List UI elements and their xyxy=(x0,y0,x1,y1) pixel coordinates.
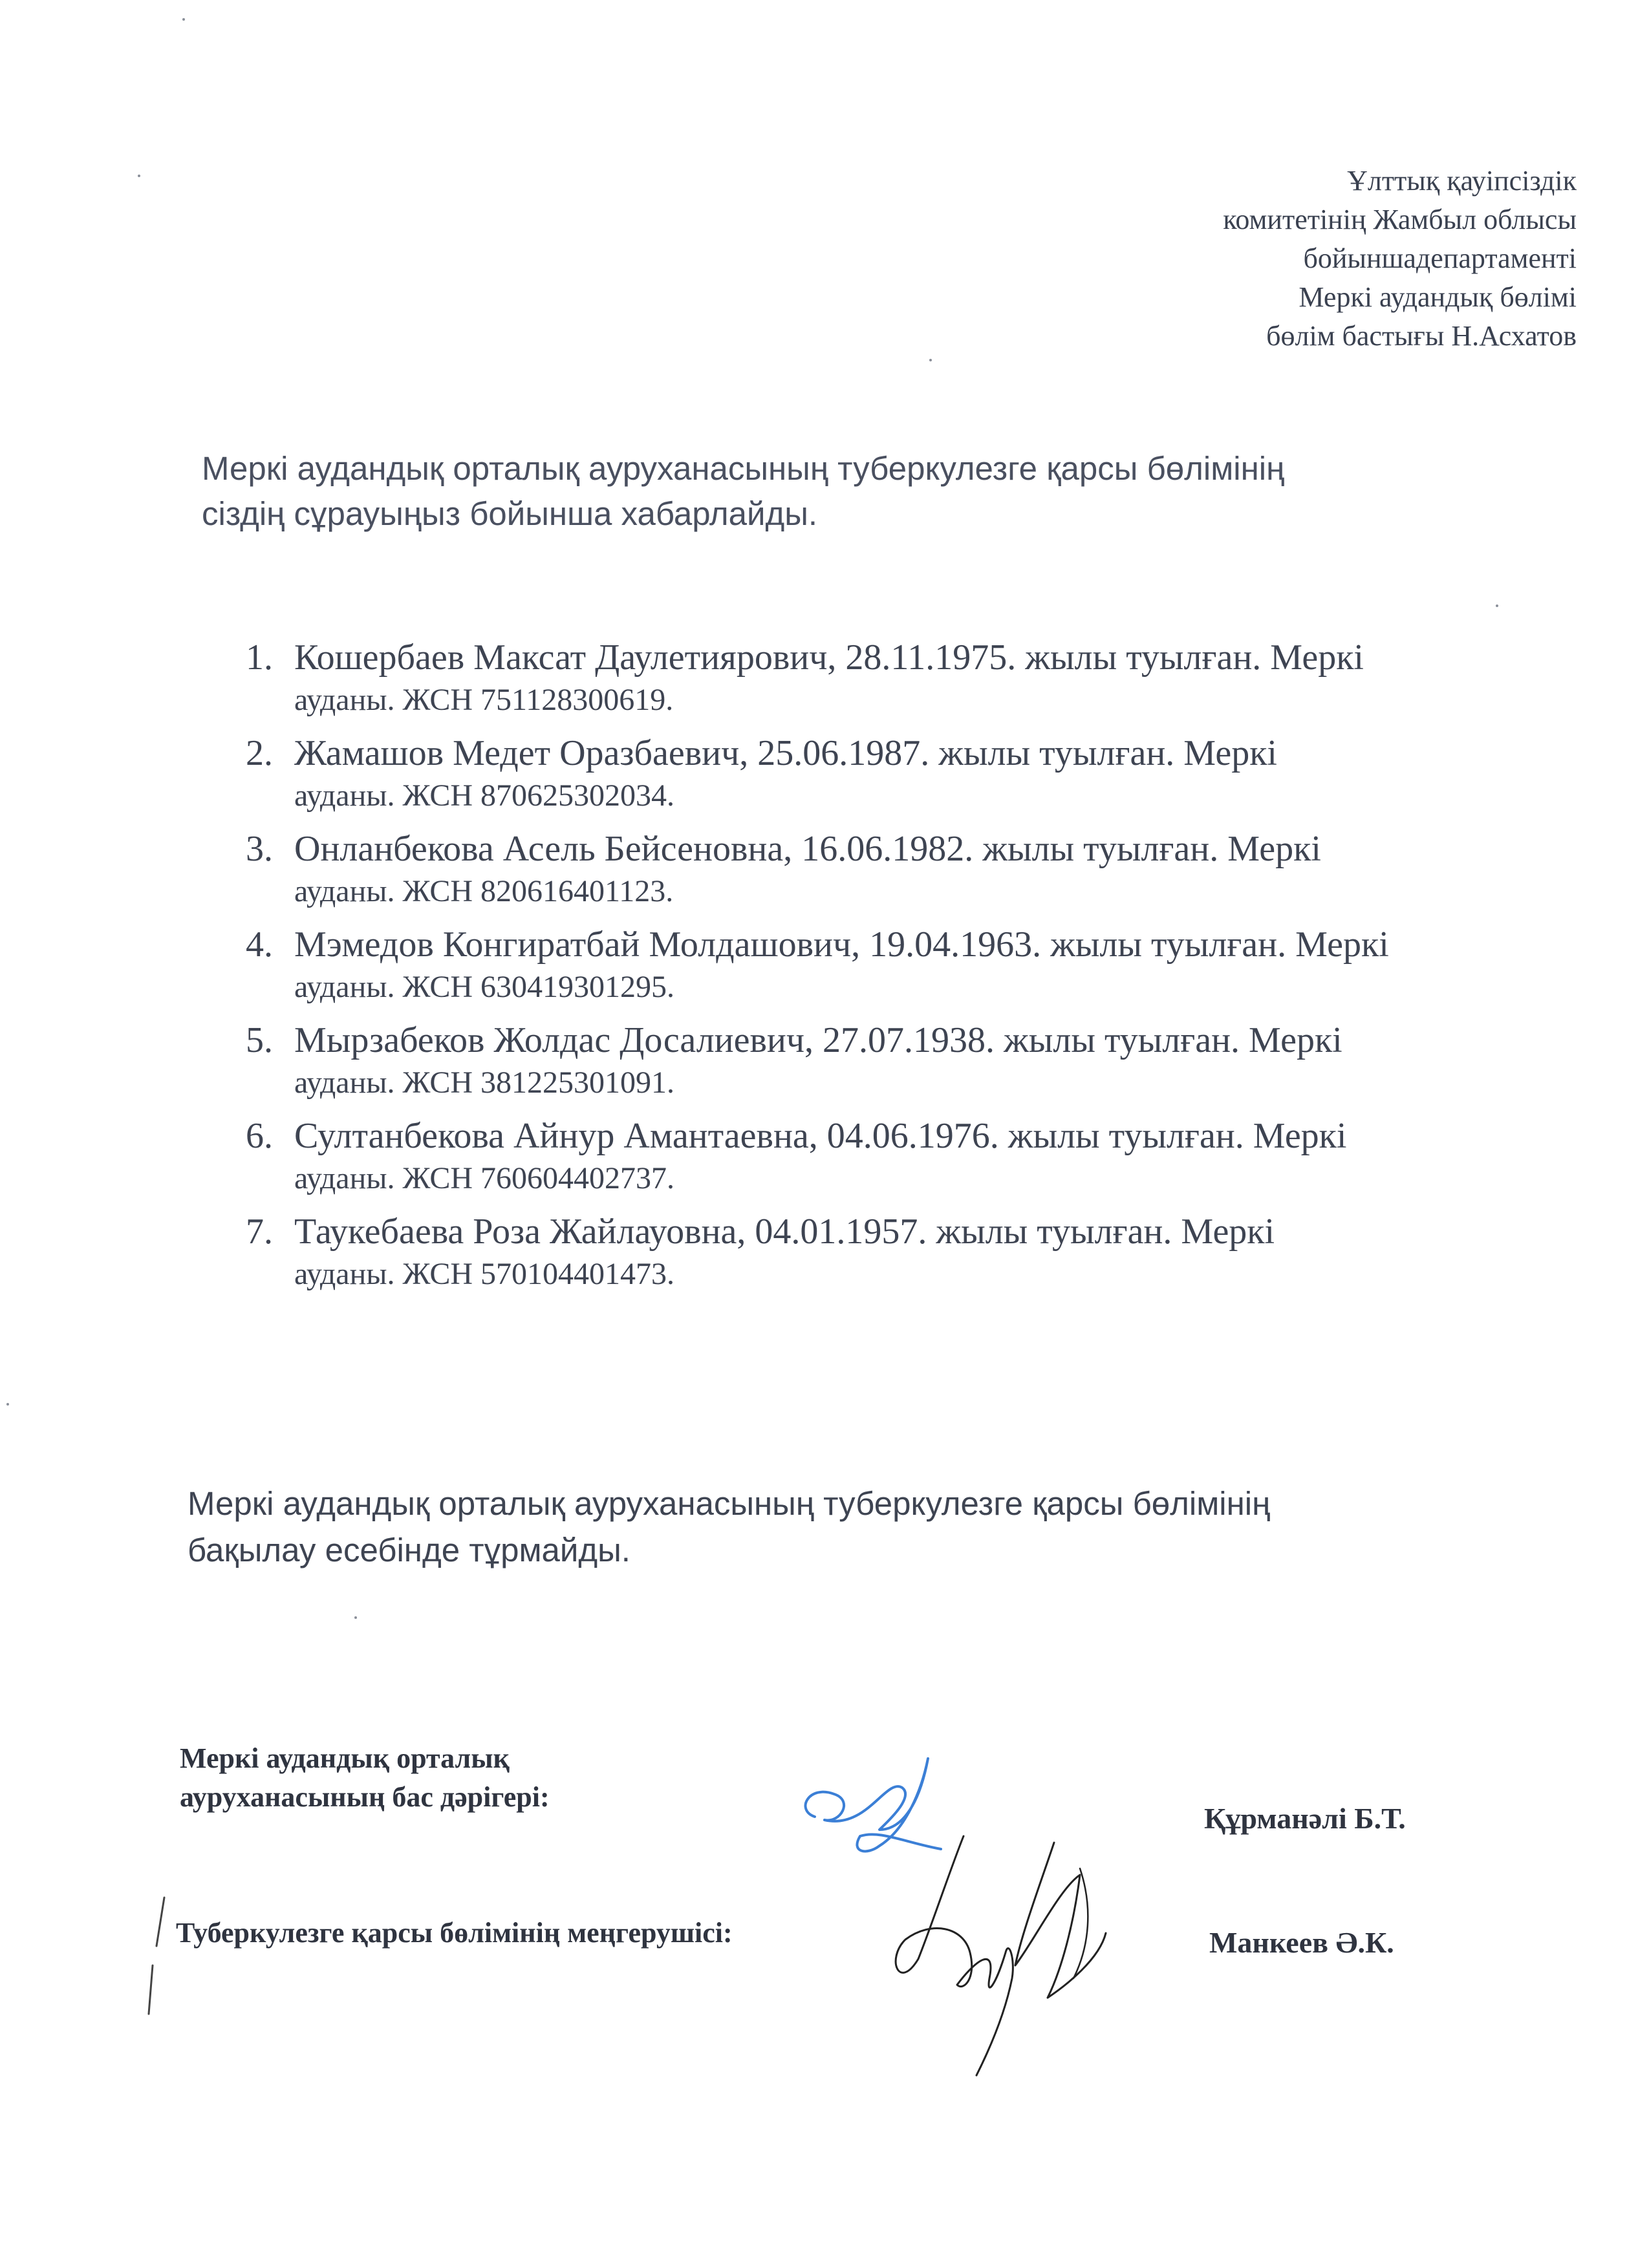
chief-doctor-title-line: Меркі аудандық орталық xyxy=(180,1742,510,1774)
patient-list xyxy=(246,637,1604,1307)
addressee-line: Ұлттық қауіпсіздік xyxy=(1347,165,1577,197)
patient-details: Кошербаев Максат Даулетиярович, 28.11.1975. жылы туылған. Меркі xyxy=(294,637,1364,678)
pen-mark xyxy=(144,1894,169,2017)
department-head-signature xyxy=(867,1830,1138,2088)
patient-item xyxy=(246,1211,1604,1295)
patient-details: Султанбекова Айнур Амантаевна, 04.06.1976. жылы туылған. Меркі xyxy=(294,1116,1347,1156)
patient-id: ауданы. ЖСН 381225301091. xyxy=(294,1065,674,1100)
patient-number: 1. xyxy=(246,637,273,678)
patient-number: 2. xyxy=(246,733,273,773)
addressee-line: комитетінің Жамбыл облысы xyxy=(1223,204,1577,235)
patient-id: ауданы. ЖСН 870625302034. xyxy=(294,778,674,813)
department-head-title: Туберкулезге қарсы бөлімінің меңгерушісі: xyxy=(176,1917,733,1949)
scan-speck xyxy=(182,18,185,21)
patient-number: 3. xyxy=(246,829,273,869)
patient-item xyxy=(246,1115,1604,1199)
patient-id: ауданы. ЖСН 760604402737. xyxy=(294,1161,674,1195)
patient-details: Мэмедов Конгиратбай Молдашович, 19.04.1963. жылы туылған. Меркі xyxy=(294,925,1389,965)
patient-number: 4. xyxy=(246,925,273,965)
addressee-block xyxy=(865,162,1577,356)
intro-line: сіздің сұрауыңыз бойынша хабарлайды. xyxy=(202,495,818,532)
patient-details: Жамашов Медет Оразбаевич, 25.06.1987. жылы туылған. Меркі xyxy=(294,733,1277,773)
patient-id: ауданы. ЖСН 820616401123. xyxy=(294,874,674,908)
patient-item xyxy=(246,1020,1604,1104)
patient-item xyxy=(246,924,1604,1008)
addressee-line: бөлім бастығы Н.Асхатов xyxy=(1266,320,1577,352)
scan-speck xyxy=(929,359,932,361)
conclusion-paragraph xyxy=(188,1481,1546,1574)
chief-doctor-name: Құрманәлі Б.Т. xyxy=(1204,1802,1406,1835)
addressee-line: бойыншадепартаменті xyxy=(1303,242,1577,274)
scan-speck xyxy=(138,175,140,177)
conclusion-line: Меркі аудандық орталық ауруханасының туберкулезге қарсы бөлімінің xyxy=(188,1485,1271,1522)
patient-item xyxy=(246,733,1604,817)
conclusion-line: бақылау есебінде тұрмайды. xyxy=(188,1532,630,1568)
chief-doctor-title-line: ауруханасының бас дәрігері: xyxy=(180,1781,550,1813)
patient-id: ауданы. ЖСН 751128300619. xyxy=(294,683,674,717)
patient-id: ауданы. ЖСН 630419301295. xyxy=(294,970,674,1004)
patient-details: Таукебаева Роза Жайлауовна, 04.01.1957. жылы туылған. Меркі xyxy=(294,1212,1275,1252)
scan-speck xyxy=(1496,604,1498,607)
patient-details: Мырзабеков Жолдас Досалиевич, 27.07.1938. жылы туылған. Меркі xyxy=(294,1020,1342,1060)
patient-details: Онланбекова Асель Бейсеновна, 16.06.1982. жылы туылған. Меркі xyxy=(294,829,1321,869)
patient-item xyxy=(246,637,1604,721)
chief-doctor-title xyxy=(180,1739,550,1817)
patient-number: 5. xyxy=(246,1020,273,1060)
patient-item xyxy=(246,828,1604,912)
intro-line: Меркі аудандық орталық ауруханасының туберкулезге қарсы бөлімінің xyxy=(202,450,1285,487)
intro-paragraph xyxy=(202,446,1560,537)
addressee-line: Меркі аудандық бөлімі xyxy=(1299,281,1577,313)
scan-speck xyxy=(354,1616,357,1619)
patient-id: ауданы. ЖСН 570104401473. xyxy=(294,1257,674,1291)
department-head-name: Манкеев Ә.К. xyxy=(1209,1926,1394,1959)
patient-number: 6. xyxy=(246,1116,273,1156)
patient-number: 7. xyxy=(246,1212,273,1252)
scan-speck xyxy=(6,1403,9,1406)
